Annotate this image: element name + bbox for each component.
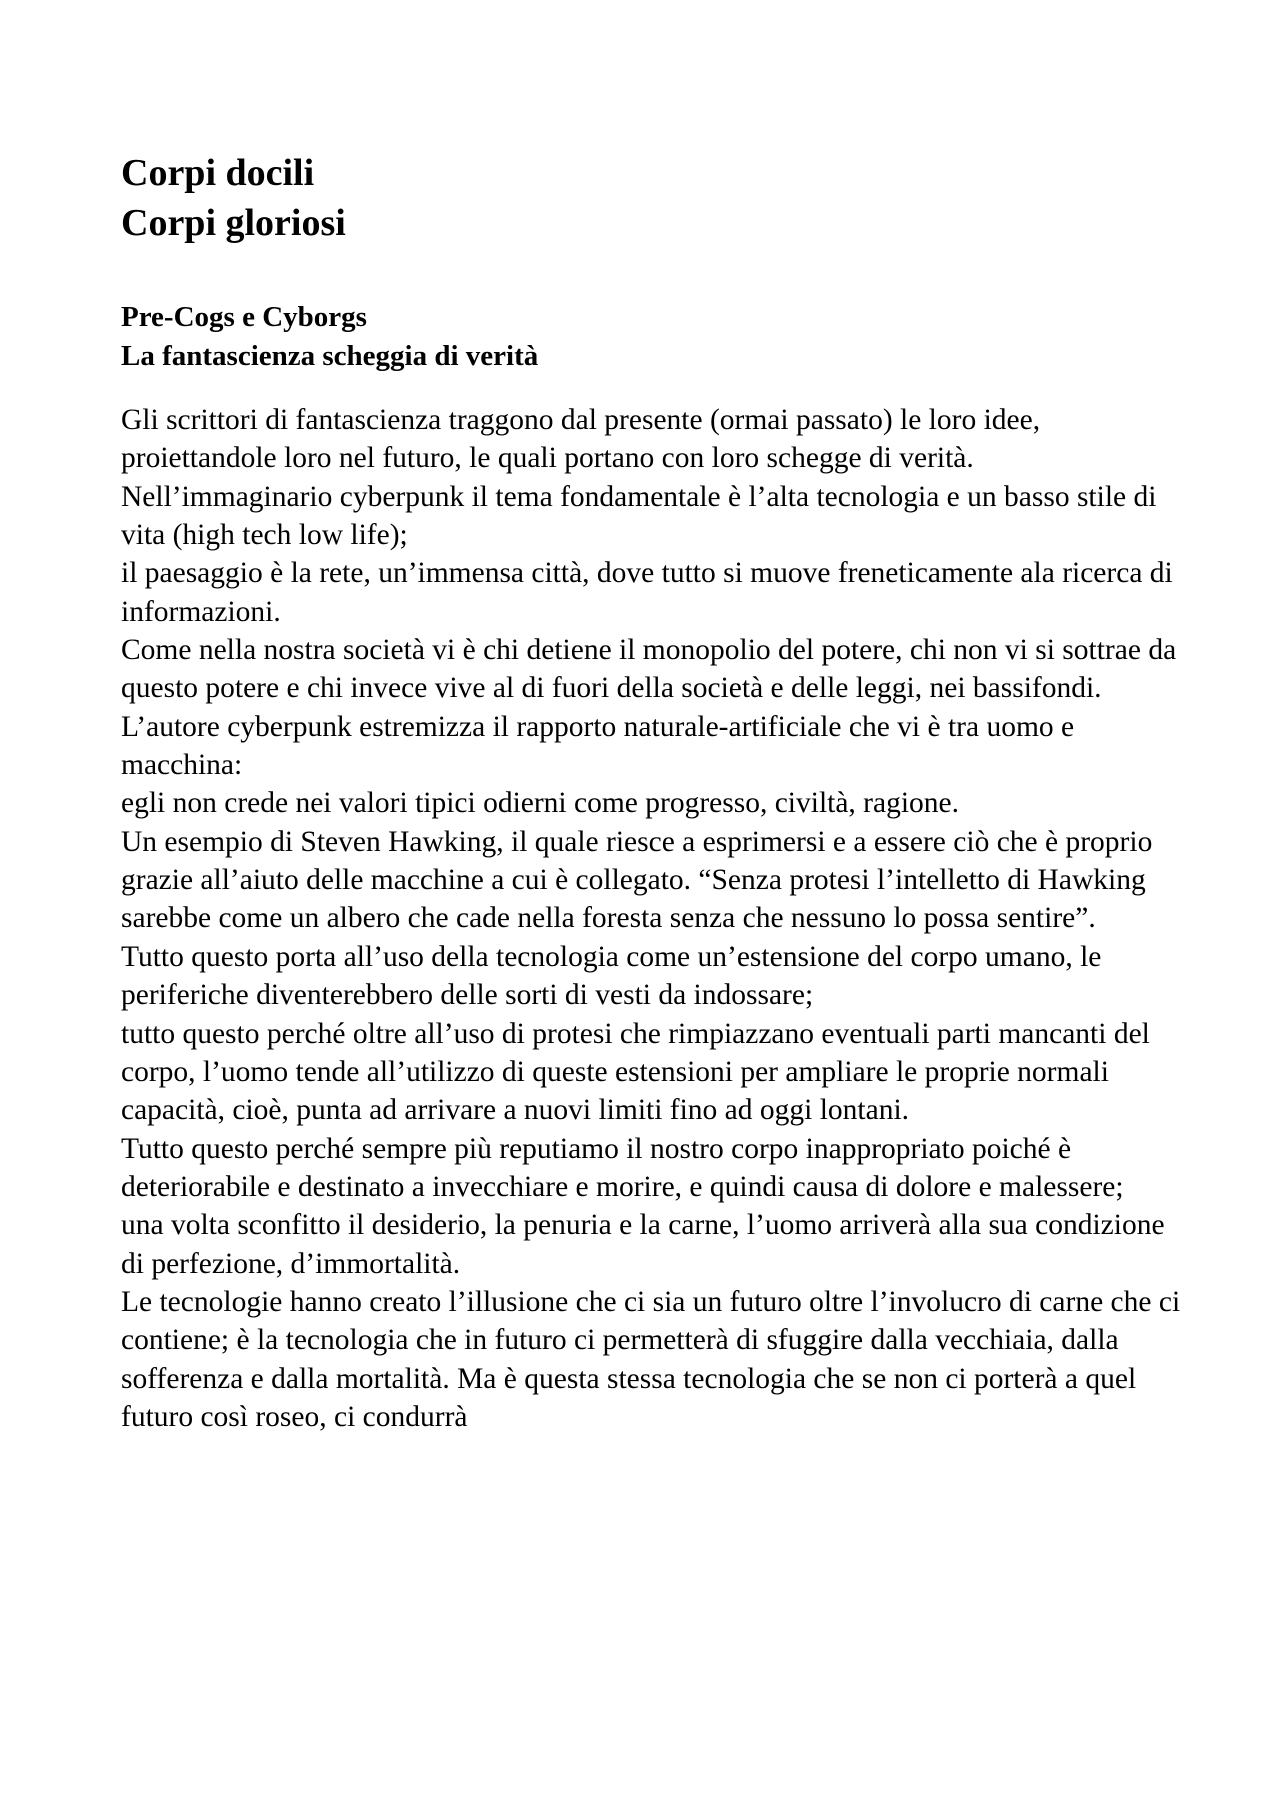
- section-heading-line: La fantascienza scheggia di verità: [121, 340, 539, 372]
- paragraph: Nell’immaginario cyberpunk il tema fondamentale è l’alta tecnologia e un basso stile di vita (high tech low life);: [121, 480, 1157, 552]
- paragraph: Come nella nostra società vi è chi detiene il monopolio del potere, chi non vi si sottrae da questo potere e chi invece vive al di fuori della società e delle leggi, nei bassifondi.: [121, 634, 1177, 705]
- section-heading-line: Pre-Cogs e Cyborgs: [121, 301, 367, 333]
- paragraph: una volta sconfitto il desiderio, la penuria e la carne, l’uomo arriverà alla sua condizione di perfezione, d’immortalità.: [121, 1209, 1165, 1280]
- paragraph: il paesaggio è la rete, un’immensa città, dove tutto si muove freneticamente ala ricerca di informazioni.: [121, 557, 1173, 628]
- title-line: Corpi gloriosi: [121, 202, 346, 244]
- paragraph: Tutto questo porta all’uso della tecnologia come un’estensione del corpo umano, le periferiche diventerebbero delle sorti di vesti da indossare;: [121, 940, 1102, 1012]
- document-content: [121, 148, 1181, 1436]
- document-title: [121, 148, 1181, 248]
- paragraph: L’autore cyberpunk estremizza il rapporto naturale-artificiale che vi è tra uomo e macchina:: [121, 710, 1075, 782]
- paragraph: egli non crede nei valori tipici odierni come progresso, civiltà, ragione.: [121, 787, 960, 820]
- paragraph: tutto questo perché oltre all’uso di protesi che rimpiazzano eventuali parti mancanti del corpo, l’uomo tende all’utilizzo di queste estensioni per ampliare le proprie normali capacità, cioè, punta ad arrivare a nuovi limiti fino ad oggi lontani.: [121, 1017, 1150, 1127]
- title-line: Corpi docili: [121, 152, 315, 194]
- paragraph: Un esempio di Steven Hawking, il quale riesce a esprimersi e a essere ciò che è proprio grazie all’aiuto delle macchine a cui è collegato. “Senza protesi l’intelletto di Hawking sarebbe come un albero che cade nella foresta senza che nessuno lo possa sentire”.: [121, 825, 1153, 935]
- paragraph: Tutto questo perché sempre più reputiamo il nostro corpo inappropriato poiché è deteriorabile e destinato a invecchiare e morire, e quindi causa di dolore e malessere;: [121, 1132, 1124, 1203]
- section-heading: [121, 298, 1181, 376]
- paragraph: Le tecnologie hanno creato l’illusione che ci sia un futuro oltre l’involucro di carne che ci contiene; è la tecnologia che in futuro ci permetterà di sfuggire dalla vecchiaia, dalla sofferenza e dalla mortalità. Ma è questa stessa tecnologia che se non ci porterà a quel futuro così roseo, ci condurrà: [121, 1285, 1181, 1433]
- paragraph: Gli scrittori di fantascienza traggono dal presente (ormai passato) le loro idee, proiettandole loro nel futuro, le quali portano con loro schegge di verità.: [121, 404, 1041, 475]
- body-text: [121, 401, 1181, 1436]
